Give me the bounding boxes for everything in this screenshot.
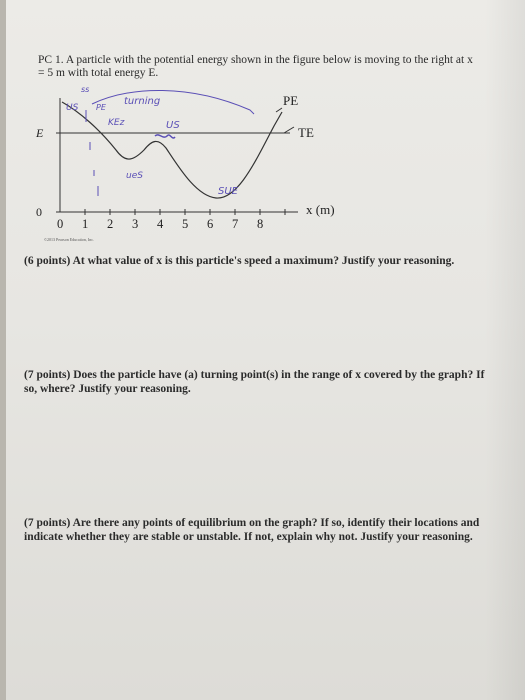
handwritten-pe: PE: [96, 103, 106, 112]
handwritten-annotations: [86, 90, 254, 196]
pe-label: PE: [283, 93, 299, 108]
tick-label: 8: [257, 217, 264, 231]
x-axis-label: x (m): [306, 202, 335, 217]
tick-label: 1: [82, 217, 89, 231]
problem-number: PC 1.: [38, 54, 64, 66]
te-label: TE: [298, 125, 314, 140]
e-label: E: [36, 126, 44, 140]
copyright-notice: ©2013 Pearson Education, Inc.: [44, 237, 95, 242]
question-2-text: Does the particle have (a) turning point(s) in the range of x covered by the graph? If so, where? Justify your reasoning.: [24, 369, 485, 395]
handwritten-us-2: US: [166, 120, 180, 131]
handwritten-kez: KEz: [108, 118, 125, 128]
zero-label: 0: [36, 205, 42, 219]
tick-label: 2: [107, 217, 114, 231]
tick-labels: [57, 217, 263, 231]
question-3-points: (7 points): [24, 517, 71, 529]
tick-label: 4: [157, 217, 164, 231]
handwritten-us: US: [66, 103, 79, 113]
question-2-points: (7 points): [24, 369, 71, 381]
tick-label: 5: [182, 217, 189, 231]
tick-label: 3: [132, 217, 139, 231]
potential-energy-curve: [62, 102, 282, 198]
pen-scribble: [155, 135, 175, 138]
pen-dashes: [86, 110, 98, 196]
pen-arc: [92, 90, 254, 114]
question-3: [24, 516, 494, 544]
handwritten-turning: turning: [124, 96, 161, 107]
question-1-points: (6 points): [24, 255, 71, 267]
question-1: [24, 254, 494, 268]
handwritten-sue: SUE: [218, 186, 238, 197]
question-1-text: At what value of x is this particle's speed a maximum? Justify your reasoning.: [72, 255, 455, 267]
pe-leader-line: [276, 108, 282, 112]
te-leader-line: [284, 127, 294, 133]
handwritten-ues: ueS: [126, 171, 143, 181]
question-3-text: Are there any points of equilibrium on the graph? If so, identify their locations and indicate whether they are stable or unstable. If not, explain why not. Justify your reasoning.: [24, 517, 480, 543]
problem-text: A particle with the potential energy shown in the figure below is moving to the right at x = 5 m with total energy E.: [38, 54, 473, 79]
handwritten-scribble: ss: [81, 85, 90, 94]
tick-label: 7: [232, 217, 239, 231]
tick-label: 6: [207, 217, 214, 231]
question-2: [24, 368, 494, 396]
tick-label: 0: [57, 217, 64, 231]
